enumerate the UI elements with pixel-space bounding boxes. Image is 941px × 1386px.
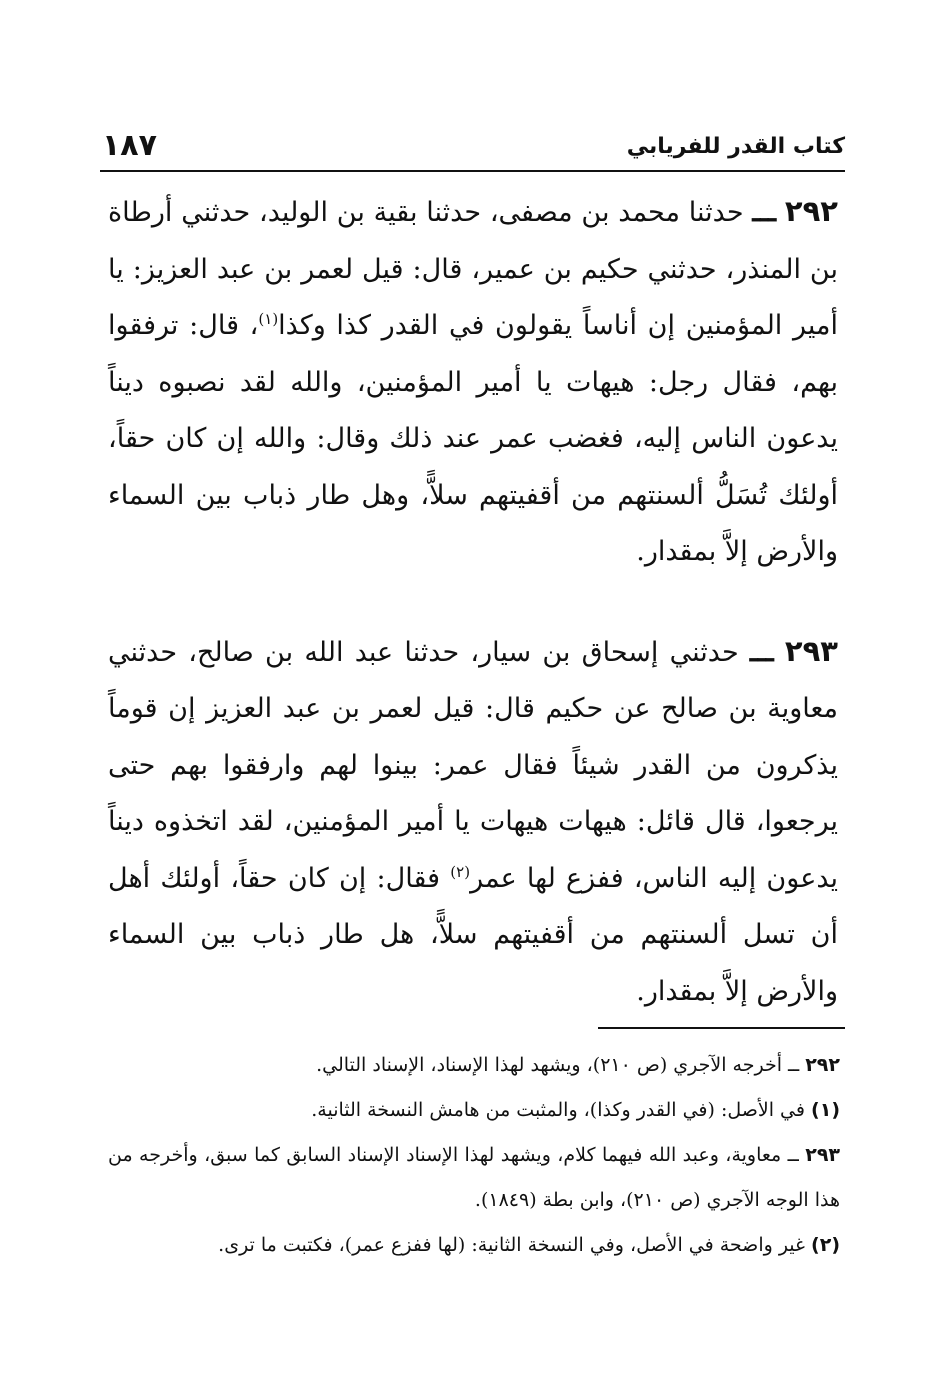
hadith-dash: ـــ [752,197,777,228]
footnote-item [108,1223,840,1268]
footnote-number: ٢٩٢ [805,1054,840,1076]
header-rule [100,170,845,172]
running-title: كتاب القدر للفريابي [626,134,845,159]
hadith-292-paragraph [108,183,838,581]
page-number: ١٨٧ [102,128,157,163]
footnote-ref: (٢) [450,862,471,881]
main-text [108,183,838,1020]
footnote-text: في الأصل: (في القدر وكذا)، والمثبت من هامش النسخة الثانية. [311,1099,805,1121]
footnote-number: (١) [811,1099,840,1121]
hadith-text: فقال: إن كان حقاً، أولئك أهل أن تسل ألسنتهم من أقفيتهم سلاًّ، هل طار ذباب بين السماء والأرض إلاَّ بمقدار. [108,862,838,1007]
footnote-text: أخرجه الآجري (ص ٢١٠)، ويشهد لهذا الإسناد، الإسناد التالي. [316,1054,782,1076]
hadith-text: حدثنا محمد بن مصفى، حدثنا بقية بن الوليد، حدثني أرطاة بن المنذر، حدثني حكيم بن عمير، قال: قيل لعمر بن عبد العزيز: يا أمير المؤمنين إن أناساً يقولون في القدر كذا وكذا [108,197,838,341]
footnote-separator [598,1027,845,1029]
footnote-item [108,1043,840,1088]
footnote-text: غير واضحة في الأصل، وفي النسخة الثانية: (لها ففزع عمر)، فكتبت ما ترى. [218,1234,805,1256]
hadith-dash: ـــ [749,636,774,668]
footnote-ref: (١) [258,310,279,328]
footnote-dash: ــ [788,1054,800,1076]
footnote-item [108,1088,840,1133]
hadith-text: ، قال: ترفقوا بهم، فقال رجل: هيهات يا أمير المؤمنين، والله لقد نصبوه ديناً يدعون الناس إليه، فغضب عمر عند ذلك وقال: والله إن كان حقاً، أولئك تُسَلُّ ألسنتهم من أقفيتهم سلاًّ، وهل طار ذباب بين السماء والأرض إلاَّ بمقدار. [108,310,838,567]
footnote-dash: ــ [787,1144,799,1166]
hadith-number: ٢٩٢ [784,194,838,228]
footnotes [108,1043,840,1268]
footnote-number: (٢) [811,1234,840,1256]
page-header [100,128,845,168]
footnote-number: ٢٩٣ [805,1144,841,1166]
hadith-text: حدثني إسحاق بن سيار، حدثنا عبد الله بن صالح، حدثني معاوية بن صالح عن حكيم قال: قيل لعمر بن عبد العزيز إن قوماً يذكرون من القدر شيئاً فقال عمر: بينوا لهم وارفقوا بهم حتى يرجعوا، قال قائل: هيهات هيهات يا أمير المؤمنين، لقد اتخذوه ديناً يدعون إليه الناس، ففزع لها عمر [108,636,839,894]
footnote-text: معاوية، وعبد الله فيهما كلام، ويشهد لهذا الإسناد الإسناد السابق كما سبق، وأخرجه من هذا الوجه الآجري (ص ٢١٠)، وابن بطة (١٨٤٩). [108,1144,840,1211]
hadith-number: ٢٩٣ [784,633,838,668]
footnote-item [108,1133,840,1223]
hadith-293-paragraph [108,623,838,1021]
